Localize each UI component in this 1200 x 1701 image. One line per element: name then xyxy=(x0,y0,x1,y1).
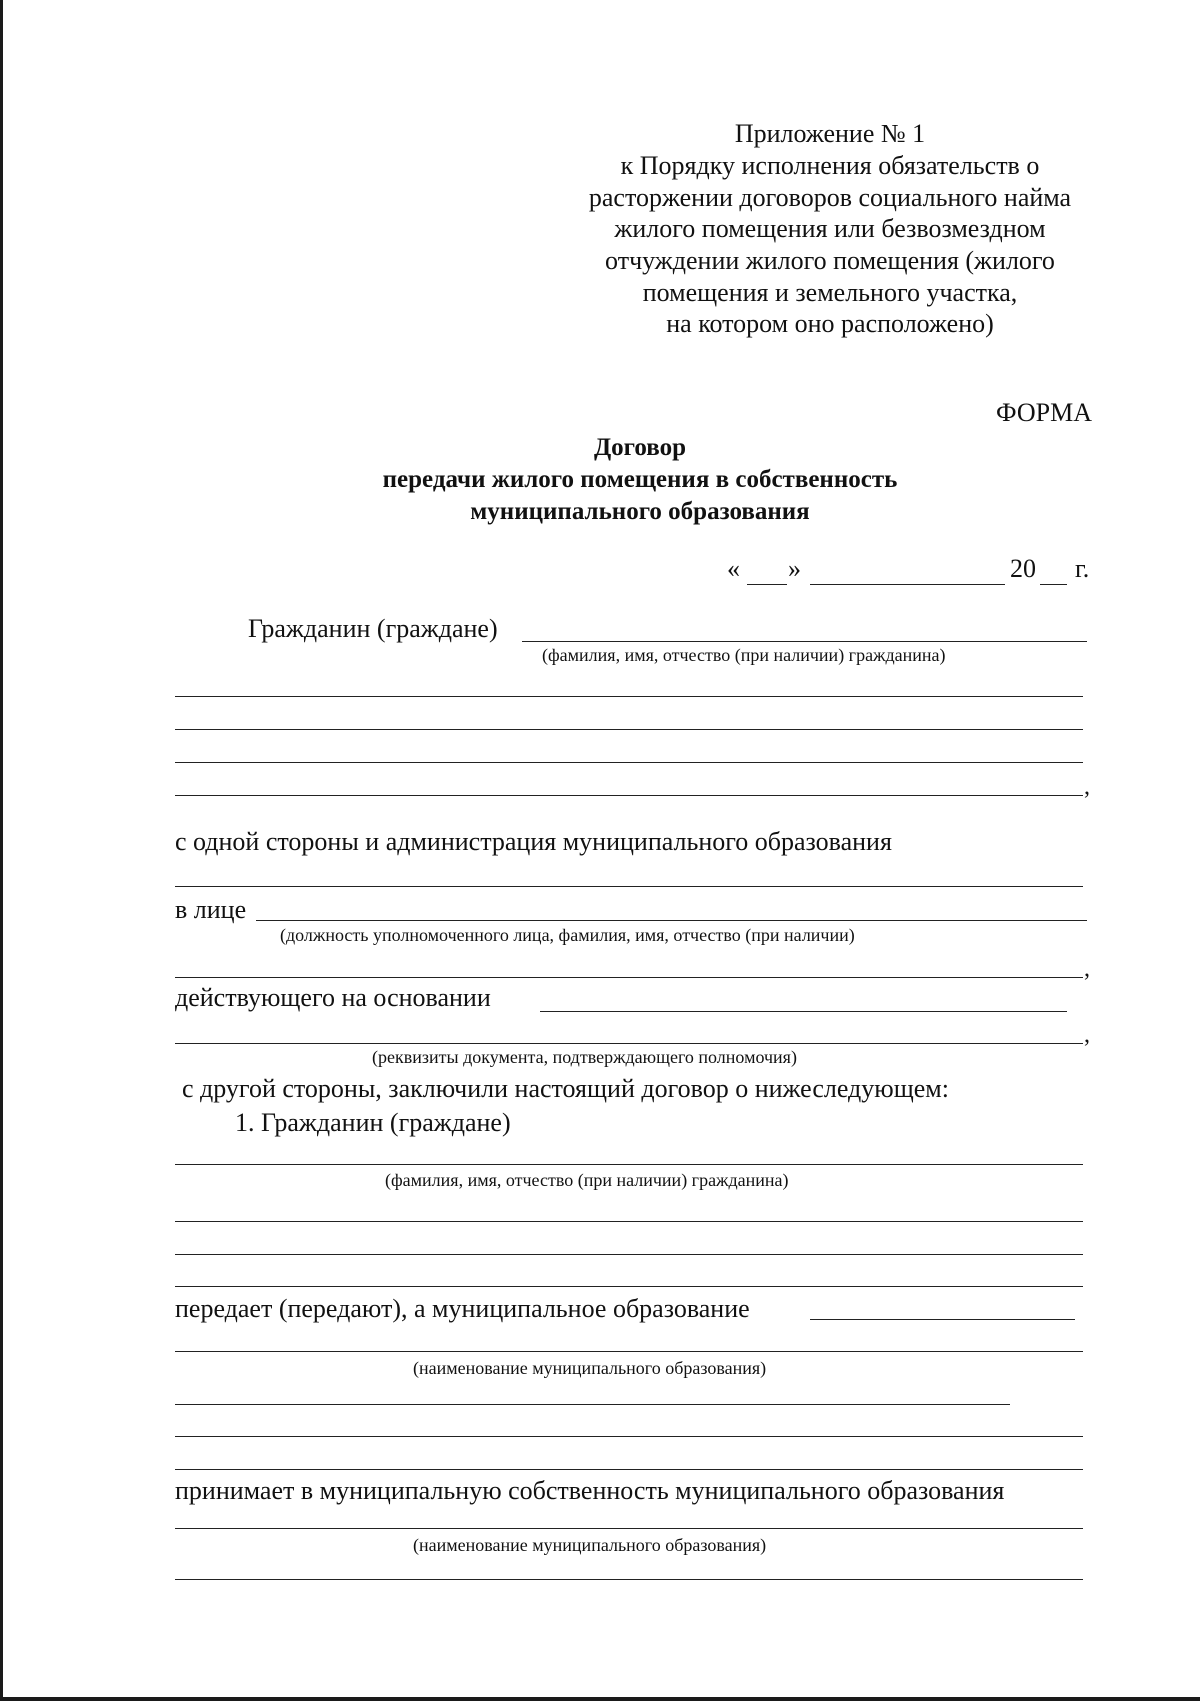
transfers-text: передает (передают), а муниципальное образование xyxy=(175,1294,750,1323)
municipality-caption: (наименование муниципального образования) xyxy=(413,1358,767,1378)
citizen-blank-line[interactable] xyxy=(175,729,1083,730)
basis-blank-line[interactable] xyxy=(175,1043,1083,1044)
citizen-blank-line[interactable] xyxy=(175,696,1083,697)
citizen-name-line-2[interactable] xyxy=(175,1164,1083,1165)
date-open-quote: « xyxy=(727,554,740,583)
one-side-text: с одной стороны и администрация муниципального образования xyxy=(175,827,892,856)
municipality-blank-line[interactable] xyxy=(175,886,1083,887)
comma: , xyxy=(1084,1022,1090,1048)
appendix-line: на котором оно расположено) xyxy=(666,309,994,338)
citizen-blank-line-2[interactable] xyxy=(175,1286,1083,1287)
title-line-3: муниципального образования xyxy=(470,498,810,525)
citizen-blank-line[interactable] xyxy=(175,795,1083,796)
comma: , xyxy=(1084,774,1090,800)
citizen-name-line[interactable] xyxy=(522,641,1087,642)
scan-edge-left xyxy=(0,0,3,1701)
title-line-1: Договор xyxy=(593,434,687,461)
year-suffix: г. xyxy=(1075,554,1090,583)
document-caption: (реквизиты документа, подтверждающего полномочия) xyxy=(372,1047,797,1067)
appendix-line: жилого помещения или безвозмездном xyxy=(614,214,1046,243)
person-caption: (должность уполномоченного лица, фамилия, имя, отчество (при наличии) xyxy=(280,925,855,945)
citizen-label: Гражданин (граждане) xyxy=(248,614,498,643)
date-close-quote: » xyxy=(788,554,801,583)
municipality-blank-line-2[interactable] xyxy=(175,1579,1083,1580)
municipality-name-line[interactable] xyxy=(810,1319,1075,1320)
acting-on-basis-label: действующего на основании xyxy=(175,983,491,1012)
month-blank[interactable] xyxy=(810,584,1005,585)
citizen-blank-line-2[interactable] xyxy=(175,1254,1083,1255)
citizen-blank-line-2[interactable] xyxy=(175,1221,1083,1222)
appendix-line: расторжении договоров социального найма xyxy=(588,183,1072,212)
municipality-caption-2: (наименование муниципального образования) xyxy=(413,1535,767,1555)
municipality-blank-line[interactable] xyxy=(175,1351,1083,1352)
basis-document-line[interactable] xyxy=(540,1011,1067,1012)
appendix-line: к Порядку исполнения обязательств о xyxy=(620,151,1040,180)
person-name-line[interactable] xyxy=(256,920,1087,921)
appendix-line: отчуждении жилого помещения (жилого xyxy=(605,246,1055,275)
municipality-name-line-2[interactable] xyxy=(175,1528,1083,1529)
citizen-blank-line[interactable] xyxy=(175,762,1083,763)
year-blank[interactable] xyxy=(1040,584,1067,585)
municipality-blank-line[interactable] xyxy=(175,1436,1083,1437)
in-person-label: в лице xyxy=(175,895,247,924)
municipality-blank-line[interactable] xyxy=(175,1404,1010,1405)
title-line-2: передачи жилого помещения в собственность xyxy=(382,466,898,493)
other-side-text: с другой стороны, заключили настоящий договор о нижеследующем: xyxy=(182,1074,949,1103)
accepts-text: принимает в муниципальную собственность муниципального образования xyxy=(175,1476,1005,1505)
citizen-caption: (фамилия, имя, отчество (при наличии) гражданина) xyxy=(542,645,946,665)
item-1-label: 1. Гражданин (граждане) xyxy=(235,1108,511,1137)
year-prefix: 20 xyxy=(1010,554,1036,583)
scan-edge-bottom xyxy=(0,1697,1200,1701)
appendix-line: помещения и земельного участка, xyxy=(642,278,1018,307)
day-blank[interactable] xyxy=(747,584,787,585)
comma: , xyxy=(1084,956,1090,982)
appendix-line: Приложение № 1 xyxy=(734,119,926,148)
municipality-blank-line[interactable] xyxy=(175,1469,1083,1470)
form-label: ФОРМА xyxy=(996,398,1092,427)
citizen-caption-2: (фамилия, имя, отчество (при наличии) гражданина) xyxy=(385,1170,789,1190)
person-blank-line[interactable] xyxy=(175,977,1083,978)
